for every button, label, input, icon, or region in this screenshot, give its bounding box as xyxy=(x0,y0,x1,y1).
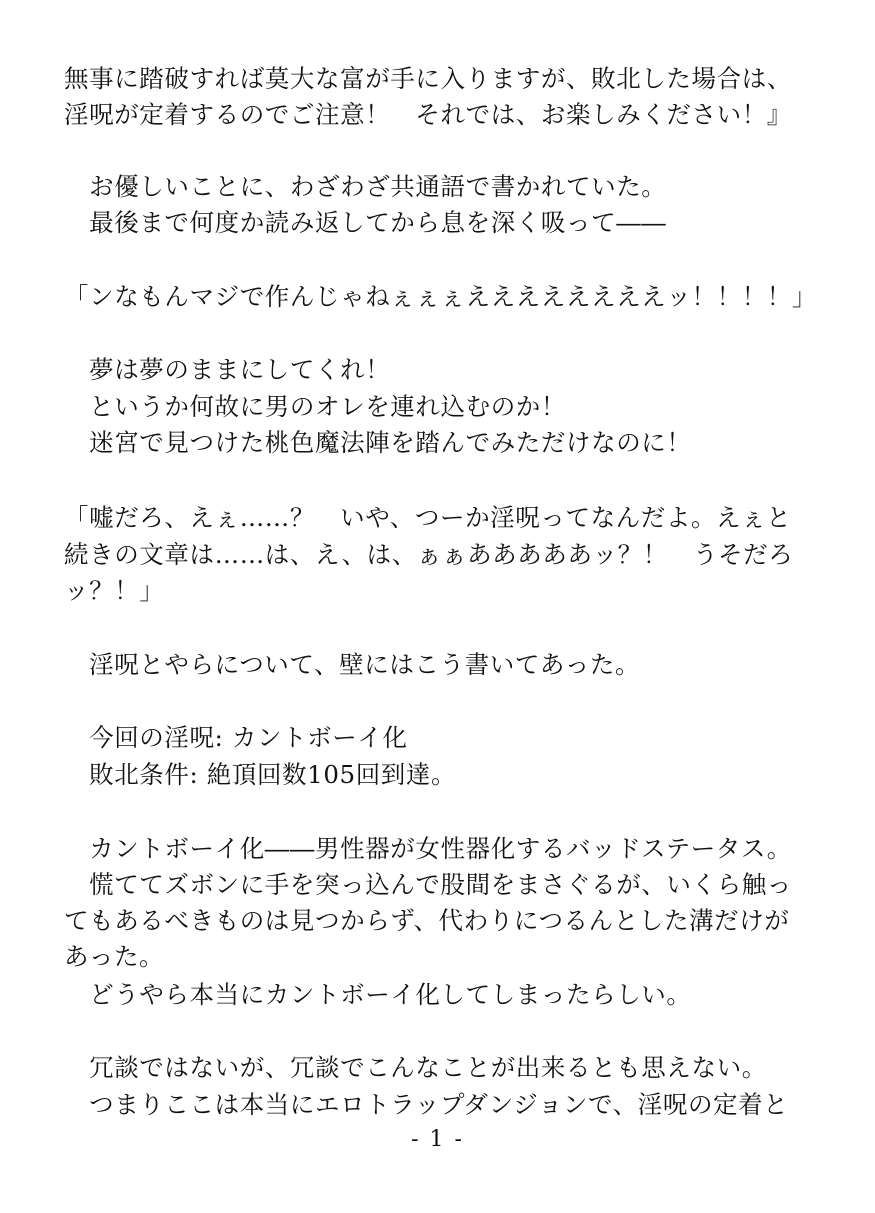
text-line: 迷宮で見つけた桃色魔法陣を踏んでみただけなのに！ xyxy=(64,428,692,457)
text-line: 今回の淫呪: カントボーイ化 xyxy=(64,723,408,752)
text-line: つまりここは本当にエロトラップダンジョンで、淫呪の定着と xyxy=(64,1090,789,1119)
text-line: 最後まで何度か読み返してから息を深く吸って―― xyxy=(64,208,667,237)
text-line: てもあるべきものは見つからず、代わりにつるんとした溝だけが xyxy=(64,906,790,935)
text-line: 冗談ではないが、冗談でこんなことが出来るとも思えない。 xyxy=(64,1053,767,1082)
text-line: 夢は夢のままにしてくれ！ xyxy=(64,355,391,384)
dialogue-line: 「嘘だろ、えぇ……？ いや、つーか淫呪ってなんだよ。えぇと xyxy=(64,503,792,532)
text-line: どうやら本当にカントボーイ化してしまったらしい。 xyxy=(64,980,692,1009)
text-line: 慌ててズボンに手を突っ込んで股間をまさぐるが、いくら触っ xyxy=(64,870,792,899)
page-number: - 1 - xyxy=(411,1127,464,1152)
text-line: 淫呪とやらについて、壁にはこう書いてあった。 xyxy=(64,650,641,679)
text-line: お優しいことに、わざわざ共通語で書かれていた。 xyxy=(64,172,667,201)
dialogue-line: 続きの文章は……は、え、は、ぁぁあああああッ？！ うそだろ xyxy=(64,540,794,569)
text-line: というか何故に男のオレを連れ込むのか！ xyxy=(64,392,566,421)
text-line: 淫呪が定着するのでご注意！ それでは、お楽しみください！』 xyxy=(64,100,792,129)
text-line: 敗北条件: 絶頂回数105回到達。 xyxy=(64,760,457,789)
text-line: あった。 xyxy=(64,942,165,971)
text-line: 無事に踏破すれば莫大な富が手に入りますが、敗北した場合は、 xyxy=(64,64,792,93)
dialogue-line: 「ンなもんマジで作んじゃねぇぇぇええええええええッ！！！！」 xyxy=(64,282,817,311)
dialogue-line: ッ？！」 xyxy=(64,576,165,605)
text-line: カントボーイ化――男性器が女性器化するバッドステータス。 xyxy=(64,834,792,863)
